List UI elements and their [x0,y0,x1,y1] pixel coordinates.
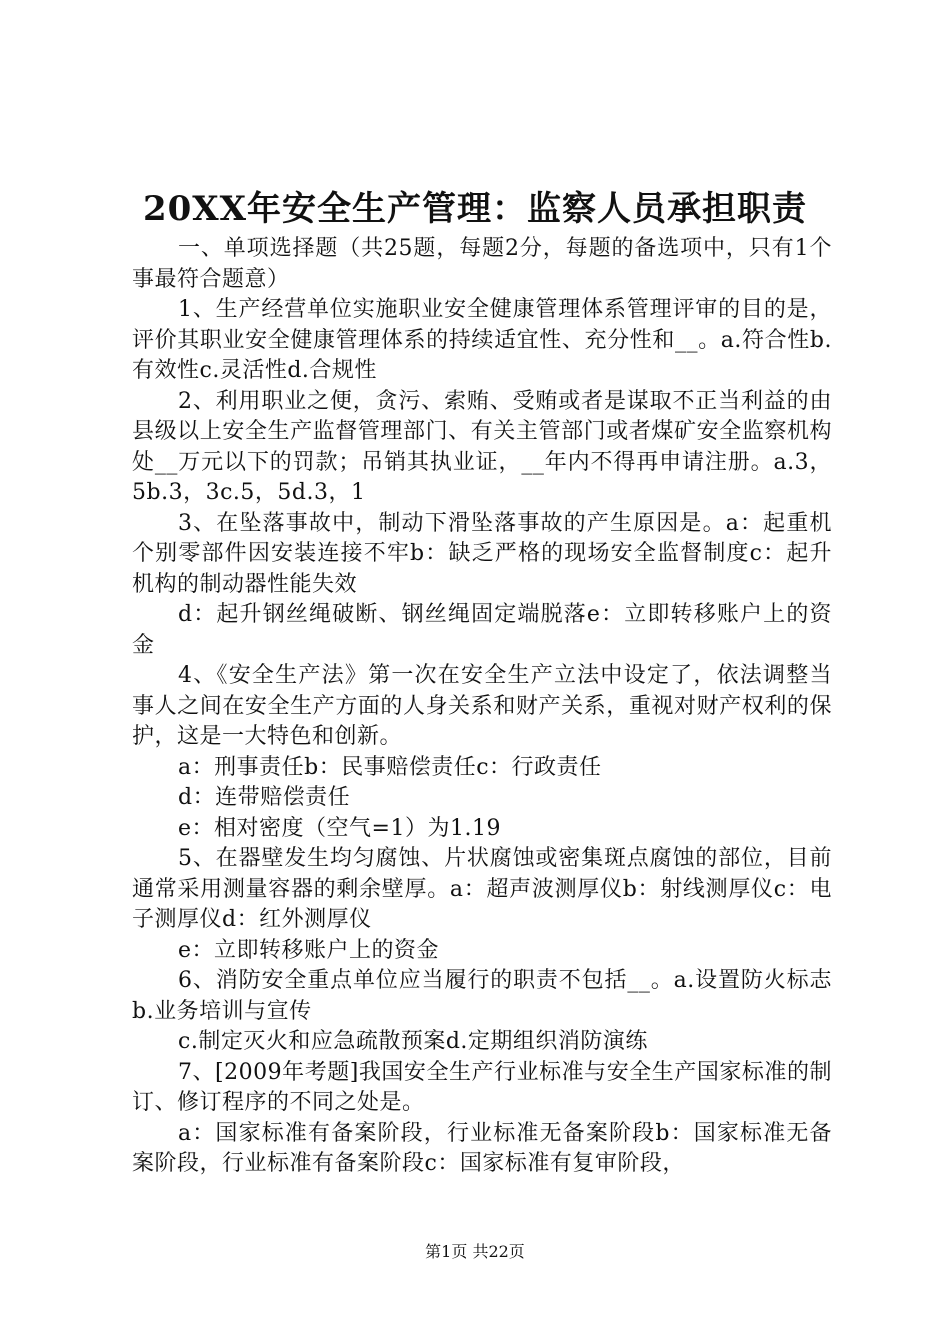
page-title: 20XX年安全生产管理：监察人员承担职责 [142,189,808,229]
paragraph-question-7-options: a：国家标准有备案阶段，行业标准无备案阶段b：国家标准无备案阶段，行业标准有备案阶段c：国家标准有复审阶段， [132,1120,832,1176]
paragraph-question-3: 3、在坠落事故中，制动下滑坠落事故的产生原因是。a：起重机个别零部件因安装连接不牢b：缺乏严格的现场安全监督制度c：起升机构的制动器性能失效 [132,510,832,597]
paragraph-question-4-options-abc: a：刑事责任b：民事赔偿责任c：行政责任 [178,754,602,780]
paragraph-question-6-options: c.制定灭火和应急疏散预案d.定期组织消防演练 [178,1029,648,1054]
paragraph-question-4: 4、《安全生产法》第一次在安全生产立法中设定了，依法调整当事人之间在安全生产方面的人身关系和财产关系，重视对财产权利的保护，这是一大特色和创新。 [132,663,832,749]
paragraph-question-7: 7、[2009年考题]我国安全生产行业标准与安全生产国家标准的制订、修订程序的不同之处是。 [132,1059,832,1115]
paragraph-question-3-options: d：起升钢丝绳破断、钢丝绳固定端脱落e：立即转移账户上的资金 [132,602,832,658]
paragraph-question-5-option-e: e：立即转移账户上的资金 [178,937,440,963]
paragraph-question-2: 2、利用职业之便，贪污、索贿、受贿或者是谋取不正当利益的由县级以上安全生产监督管理部门、有关主管部门或者煤矿安全监察机构处__万元以下的罚款；吊销其执业证，__年内不得再申请注册。a.3，5b.3，3c.5，5d.3，1 [132,388,832,505]
paragraph-question-6: 6、消防安全重点单位应当履行的职责不包括__。a.设置防火标志b.业务培训与宣传 [132,968,832,1024]
paragraph-section-heading: 一、单项选择题（共25题，每题2分，每题的备选项中，只有1个事最符合题意） [132,236,832,292]
paragraph-question-1: 1、生产经营单位实施职业安全健康管理体系管理评审的目的是，评价其职业安全健康管理体系的持续适宜性、充分性和__。a.符合性b.有效性c.灵活性d.合规性 [132,297,832,383]
paragraph-question-4-option-e: e：相对密度（空气=1）为1.19 [178,815,501,841]
document-body [132,234,832,1180]
page-footer: 第1页 共22页 [425,1242,525,1261]
paragraph-question-5: 5、在器壁发生均匀腐蚀、片状腐蚀或密集斑点腐蚀的部位，目前通常采用测量容器的剩余壁厚。a：超声波测厚仪b：射线测厚仪c：电子测厚仪d：红外测厚仪 [132,846,832,932]
paragraph-question-4-option-d: d：连带赔偿责任 [178,785,351,810]
